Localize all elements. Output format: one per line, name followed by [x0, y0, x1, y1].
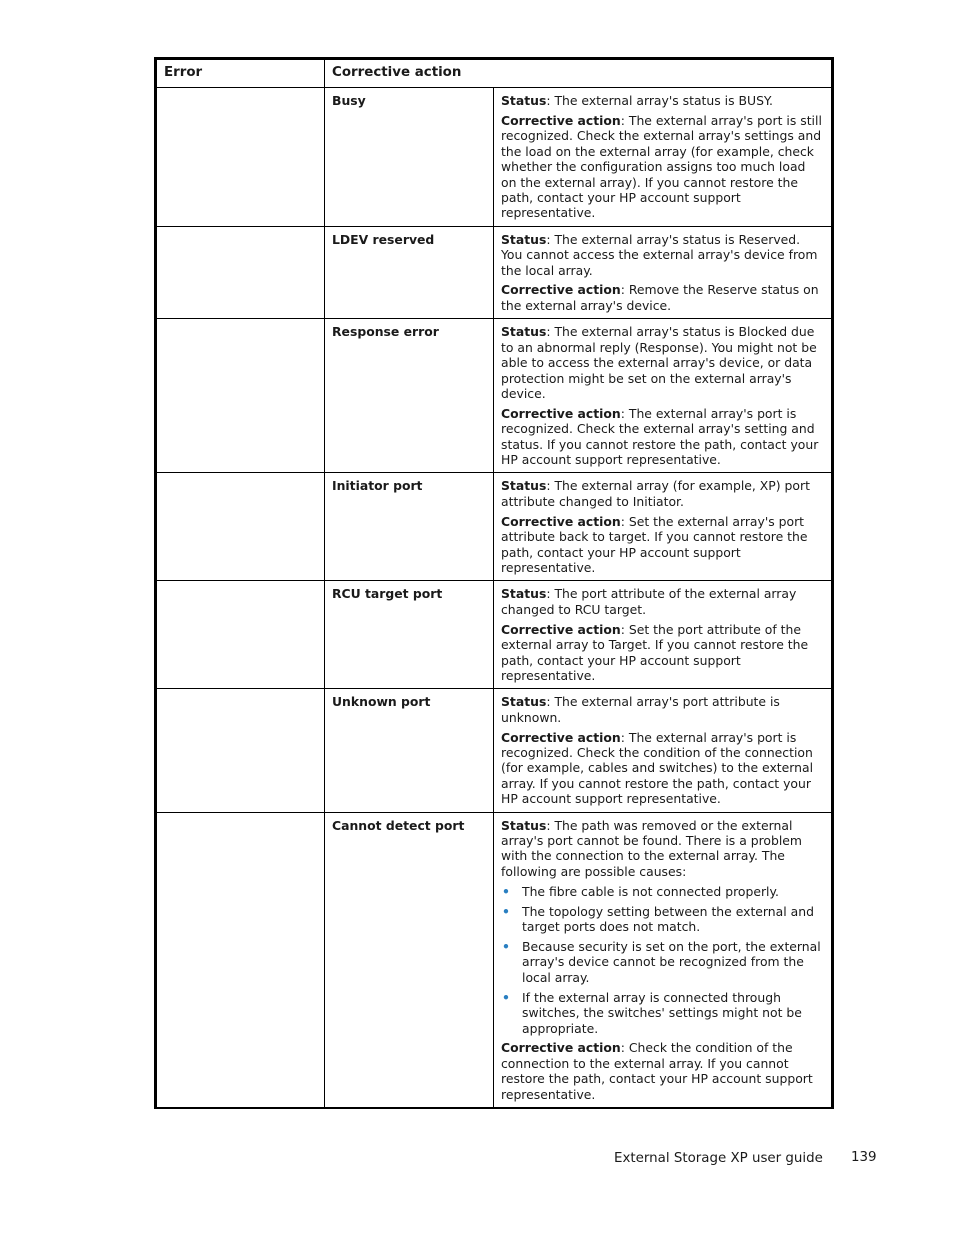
description-cell: [494, 689, 833, 812]
error-name: Cannot detect port: [325, 812, 494, 1108]
action-paragraph: Corrective action: The external array's port is still recognized. Check the external array's settings and the load on the external array (for example, check whether the configuration assigns too much load on the external array). If you cannot restore the path, contact your HP account support representative.: [501, 112, 822, 221]
cause-text: Because security is set on the port, the external array's device cannot be recognized from the local array.: [522, 939, 821, 985]
table-row: [156, 473, 833, 581]
action-paragraph: Corrective action: The external array's port is recognized. Check the condition of the connection (for example, cables and switches) to the external array. If you cannot restore the path, contact your HP account support representative.: [501, 729, 814, 807]
action-text: Set the external array's port attribute back to target. If you cannot restore the path, contact your HP account support representative.: [501, 513, 808, 575]
description-cell: [494, 226, 833, 319]
header-error: Error: [156, 59, 325, 88]
header-corrective-action: Corrective action: [325, 59, 833, 88]
error-cell: [156, 812, 325, 1108]
action-text: The external array's port is recognized. Check the condition of the connection (for example, cables and switches) to the external array. If you cannot restore the path, contact your HP account support representative.: [501, 729, 814, 807]
action-label: Corrective action: [501, 405, 621, 421]
error-name: Busy: [325, 88, 494, 227]
status-label: Status: [501, 93, 547, 108]
cause-text: The fibre cable is not connected properly.: [522, 883, 779, 899]
status-paragraph: Status: The external array (for example, XP) port attribute changed to Initiator.: [501, 478, 810, 509]
list-item: [501, 939, 824, 985]
action-paragraph: Corrective action: The external array's port is recognized. Check the external array's setting and status. If you cannot restore the path, contact your HP account support representative.: [501, 405, 819, 468]
page-number: 139: [851, 1150, 877, 1165]
table-row: [156, 319, 833, 473]
error-name: LDEV reserved: [325, 226, 494, 319]
status-label: Status: [501, 324, 547, 340]
status-text: The external array (for example, XP) port attribute changed to Initiator.: [501, 478, 810, 509]
error-name: RCU target port: [325, 581, 494, 689]
action-paragraph: Corrective action: Set the port attribute of the external array to Target. If you cannot restore the path, contact your HP account support representative.: [501, 621, 809, 683]
table-row: [156, 226, 833, 319]
status-text: The external array's status is BUSY.: [554, 93, 773, 108]
status-label: Status: [501, 694, 547, 710]
action-label: Corrective action: [501, 112, 621, 128]
action-label: Corrective action: [501, 1040, 621, 1056]
error-cell: [156, 226, 325, 319]
status-paragraph: Status: The external array's port attribute is unknown.: [501, 694, 780, 725]
action-text: Check the condition of the connection to the external array. If you cannot restore the path, contact your HP account support representative.: [501, 1040, 813, 1102]
description-cell: [494, 473, 833, 581]
action-label: Corrective action: [501, 513, 621, 529]
status-label: Status: [501, 817, 547, 833]
action-label: Corrective action: [501, 621, 621, 637]
action-paragraph: Corrective action: Check the condition of the connection to the external array. If you cannot restore the path, contact your HP account support representative.: [501, 1040, 813, 1102]
bullet-icon: •: [502, 939, 510, 954]
action-paragraph: Corrective action: Set the external array's port attribute back to target. If you cannot restore the path, contact your HP account support representative.: [501, 513, 808, 575]
status-label: Status: [501, 231, 547, 247]
list-item: [501, 904, 824, 935]
error-cell: [156, 319, 325, 473]
status-text: The external array's port attribute is unknown.: [501, 694, 780, 725]
error-cell: [156, 473, 325, 581]
status-paragraph: Status: The external array's status is Blocked due to an abnormal reply (Response). You might not be able to access the external array's device, or data protection might be set on the external array's device.: [501, 324, 817, 401]
action-label: Corrective action: [501, 282, 621, 298]
table-row: [156, 689, 833, 812]
bullet-icon: •: [502, 989, 510, 1005]
description-cell: [494, 581, 833, 689]
action-paragraph: Corrective action: Remove the Reserve status on the external array's device.: [501, 282, 819, 313]
action-text: Set the port attribute of the external array to Target. If you cannot restore the path, contact your HP account support representative.: [501, 621, 809, 683]
description-cell: [494, 812, 833, 1108]
table-row: [156, 581, 833, 689]
error-cell: [156, 581, 325, 689]
table-row: [156, 88, 833, 227]
list-item: [501, 884, 824, 899]
error-table: [154, 57, 834, 1109]
table-row: [156, 812, 833, 1108]
description-cell: [494, 319, 833, 473]
action-text: The external array's port is recognized. Check the external array's setting and status. If you cannot restore the path, contact your HP account support representative.: [501, 405, 819, 468]
action-text: The external array's port is still recognized. Check the external array's settings and the load on the external array (for example, check whether the configuration assigns too much load on the external array). If you cannot restore the path, contact your HP account support representative.: [501, 112, 822, 221]
status-paragraph: Status: The path was removed or the external array's port cannot be found. There is a problem with the connection to the external array. The following are possible causes:: [501, 817, 802, 879]
status-text: The external array's status is Blocked due to an abnormal reply (Response). You might not be able to access the external array's device, or data protection might be set on the external array's device.: [501, 324, 817, 401]
status-text: The port attribute of the external array changed to RCU target.: [501, 586, 797, 617]
footer-document-title: External Storage XP user guide: [614, 1151, 823, 1166]
table-header-row: [156, 59, 833, 88]
status-label: Status: [501, 478, 547, 494]
bullet-icon: •: [502, 883, 510, 899]
error-name: Response error: [325, 319, 494, 473]
cause-text: If the external array is connected through switches, the switches' settings might not be appropriate.: [522, 989, 802, 1036]
status-label: Status: [501, 586, 547, 602]
description-cell: [494, 88, 833, 227]
action-text: Remove the Reserve status on the external array's device.: [501, 282, 819, 313]
status-text: The external array's status is Reserved. You cannot access the external array's device from the local array.: [501, 231, 818, 278]
cause-text: The topology setting between the external and target ports does not match.: [522, 903, 814, 935]
error-cell: [156, 88, 325, 227]
list-item: [501, 990, 824, 1036]
status-paragraph: Status: The external array's status is BUSY.: [501, 93, 773, 108]
table-body: [156, 88, 833, 1109]
action-label: Corrective action: [501, 729, 621, 745]
causes-list: [501, 884, 824, 1036]
status-paragraph: Status: The port attribute of the external array changed to RCU target.: [501, 586, 797, 617]
error-cell: [156, 689, 325, 812]
error-name: Unknown port: [325, 689, 494, 812]
bullet-icon: •: [502, 903, 510, 919]
error-name: Initiator port: [325, 473, 494, 581]
status-paragraph: Status: The external array's status is Reserved. You cannot access the external array's device from the local array.: [501, 231, 818, 278]
status-text: The path was removed or the external array's port cannot be found. There is a problem with the connection to the external array. The following are possible causes:: [501, 817, 802, 879]
